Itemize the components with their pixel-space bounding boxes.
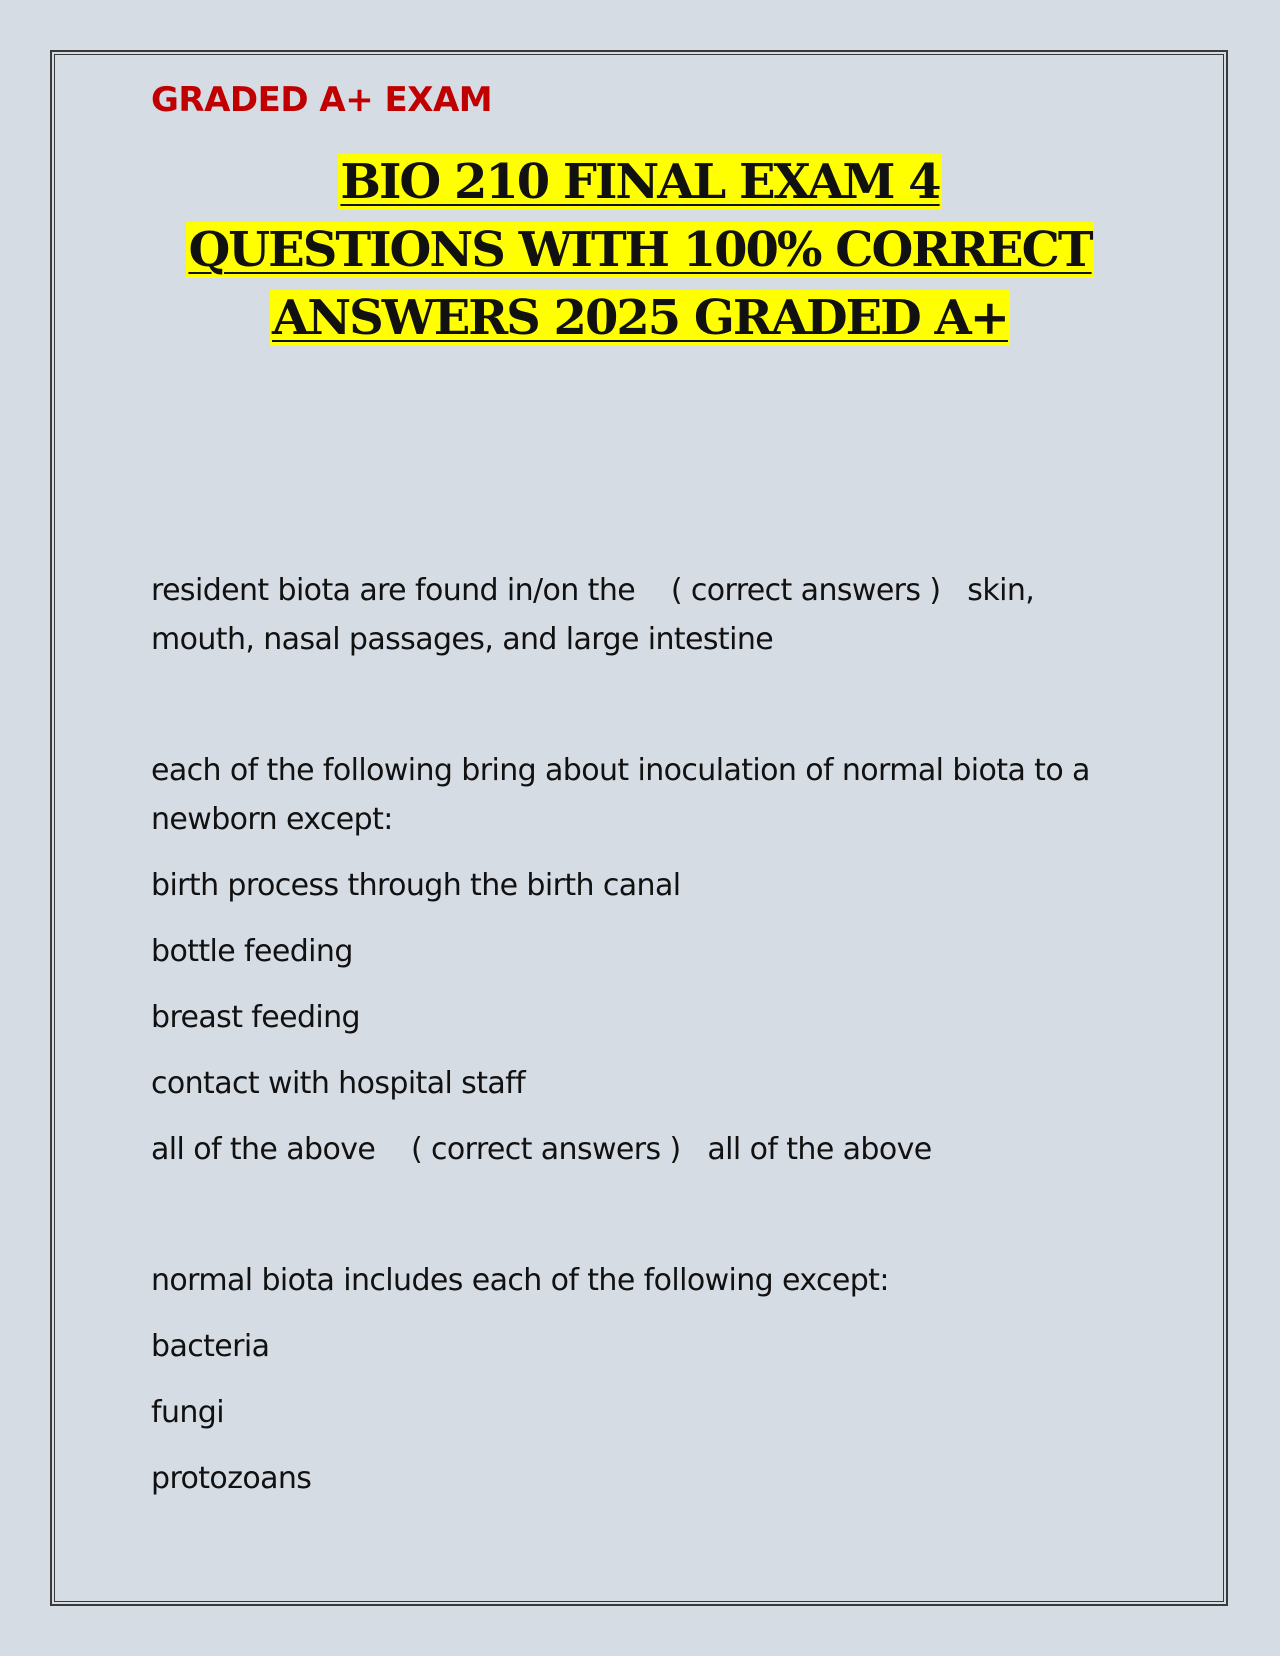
question-3-option: protozoans <box>151 1461 312 1496</box>
question-2-option: birth process through the birth canal <box>151 868 681 903</box>
document-content <box>151 566 1131 1503</box>
spacer <box>151 1174 1131 1256</box>
spacer <box>151 664 1131 746</box>
title-line-1: BIO 210 FINAL EXAM 4 <box>340 154 940 210</box>
question-2-option: bottle feeding <box>151 934 353 969</box>
title-line-3: ANSWERS 2025 GRADED A+ <box>272 290 1008 346</box>
question-2-option: all of the above ( correct answers ) all of the above <box>151 1132 932 1167</box>
question-3: normal biota includes each of the following except: <box>151 1263 889 1298</box>
question-1: resident biota are found in/on the ( correct answers ) skin, mouth, nasal passages, and large intestine <box>151 573 1044 657</box>
question-2-option: contact with hospital staff <box>151 1066 526 1101</box>
question-2: each of the following bring about inoculation of normal biota to a newborn except: <box>151 753 1090 837</box>
title-line-2: QUESTIONS WITH 100% CORRECT <box>188 222 1092 278</box>
question-2-option: breast feeding <box>151 1000 360 1035</box>
header-label: GRADED A+ EXAM <box>151 80 493 120</box>
question-3-option: bacteria <box>151 1329 270 1364</box>
question-3-option: fungi <box>151 1395 224 1430</box>
document-title <box>151 148 1129 352</box>
